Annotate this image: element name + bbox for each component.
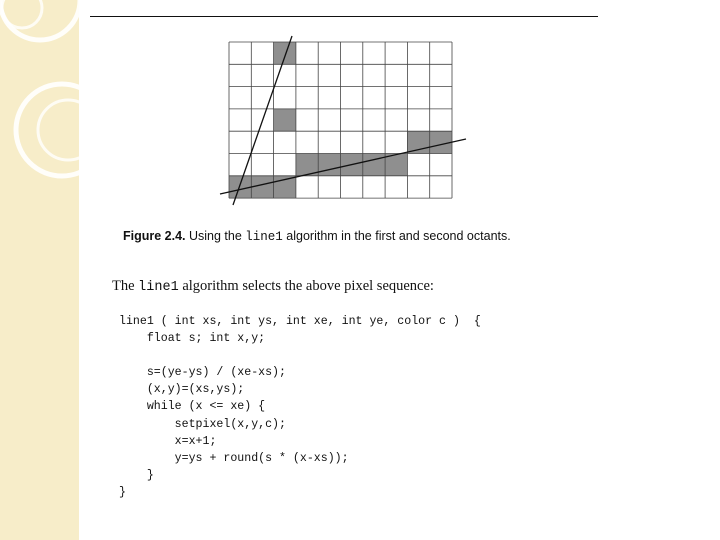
- code-line: float s; int x,y;: [119, 332, 266, 346]
- caption-post: algorithm in the first and second octants.: [282, 229, 511, 243]
- body-pre: The: [112, 278, 139, 294]
- code-line: y=ys + round(s * (x-xs));: [119, 451, 349, 465]
- filled-pixel: [229, 176, 251, 198]
- caption-label: Figure 2.4.: [123, 229, 186, 243]
- caption-pre: Using the: [185, 229, 246, 243]
- code-line: line1 ( int xs, int ys, int xe, int ye, color c ) {: [119, 315, 481, 328]
- code-line: [119, 347, 481, 364]
- filled-pixel: [274, 42, 296, 64]
- figure-caption: [123, 229, 511, 244]
- code-line: }: [119, 485, 126, 499]
- filled-pixel: [318, 154, 340, 176]
- code-line: (x,y)=(xs,ys);: [119, 383, 245, 397]
- filled-pixel: [274, 109, 296, 131]
- code-line: setpixel(x,y,c);: [119, 417, 286, 431]
- code-line: }: [119, 468, 154, 482]
- code-block: [119, 313, 481, 501]
- code-line: s=(ye-ys) / (xe-xs);: [119, 366, 286, 380]
- shallow-line: [220, 139, 466, 194]
- caption-code: line1: [245, 230, 283, 244]
- decorative-circles: [0, 0, 79, 540]
- filled-pixel: [251, 176, 273, 198]
- body-paragraph: [112, 278, 434, 295]
- pixel-grid-figure: [200, 30, 470, 210]
- body-post: algorithm selects the above pixel sequence:: [178, 278, 434, 294]
- decorative-sidebar: [0, 0, 79, 540]
- code-line: while (x <= xe) {: [119, 400, 266, 414]
- filled-pixel: [363, 154, 385, 176]
- body-code: line1: [138, 280, 179, 295]
- code-line: x=x+1;: [119, 434, 217, 448]
- top-rule: [90, 16, 598, 17]
